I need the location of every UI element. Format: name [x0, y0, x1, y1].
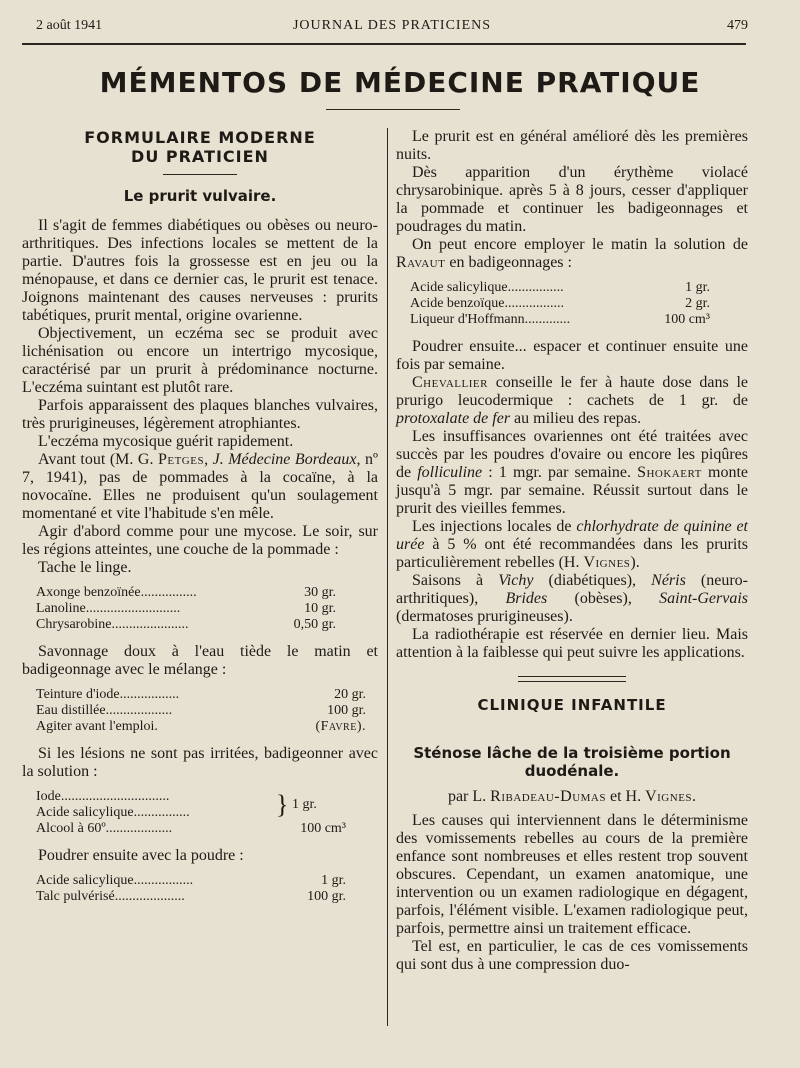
paragraph: L'eczéma mycosique guérit rapidement.	[38, 433, 294, 450]
article-subtitle: Sténose lâche de la troisième portion duodénale.	[413, 744, 731, 780]
leader-dots: ................	[133, 805, 190, 820]
text-run: Avant tout (M. G.	[38, 451, 158, 468]
byline	[396, 788, 748, 806]
formula-row	[36, 789, 346, 805]
formula-table-poudre	[36, 873, 346, 905]
formula-row	[36, 601, 336, 617]
italic-term: chlorhydrate de quinine et urée	[396, 518, 748, 553]
italic-term: Néris	[651, 572, 686, 589]
formula-row	[410, 296, 710, 312]
formula-row	[36, 617, 336, 633]
formula-row	[36, 873, 346, 889]
paragraph: Tel est, en particulier, le cas de ces vomissements qui sont dus à une compression duo-	[396, 938, 748, 973]
quantity: 100 cm³	[300, 821, 346, 836]
formula-row	[410, 312, 710, 328]
italic-term: protoxalate de fer	[396, 410, 511, 427]
text-run: à 5 % ont été recommandées dans les prurits particulièrement rebelles (H.	[396, 536, 748, 571]
formula-row	[36, 821, 346, 837]
right-column	[396, 128, 748, 974]
leader-dots: .................	[119, 687, 180, 702]
quantity: 20 gr.	[334, 687, 366, 702]
leader-dots: ...............................	[60, 789, 170, 804]
brace-quantity	[272, 789, 346, 821]
italic-term: Brides	[505, 590, 548, 607]
paragraph	[396, 374, 748, 428]
formula-table-ravaut	[410, 280, 710, 328]
formula-row	[36, 703, 366, 719]
paragraph: Parfois apparaissent des plaques blanches vulvaires, très prurigineuses, légèrement atrophiantes.	[22, 397, 378, 432]
formula-row	[36, 889, 346, 905]
paragraph	[22, 451, 378, 523]
section-heading-line1: FORMULAIRE MODERNE	[84, 128, 316, 147]
attribution: (Favre).	[315, 719, 366, 734]
header-rule	[22, 43, 746, 45]
ingredient: Axonge benzoïnée	[36, 585, 141, 600]
italic-term: Vichy	[498, 572, 534, 589]
paragraph: Le prurit est en général amélioré dès les premières nuits.	[396, 128, 748, 163]
leader-dots: ................	[140, 585, 197, 600]
quantity: 1 gr.	[321, 873, 346, 888]
paragraph: Il s'agit de femmes diabétiques ou obèses ou neuro-arthritiques. Des infections locales se mettent de la partie. D'autres fois la grossesse est en jeu ou la ménopause, et dans ce dernier cas, le prurit est tenace. Joignons maintenant des causes nerveuses : prurits tabétiques, prurit mental, origine ovarienne.	[22, 217, 378, 324]
quantity: 1 gr.	[685, 280, 710, 295]
text-run: (obèses),	[547, 590, 660, 607]
quantity: 100 gr.	[307, 889, 346, 904]
article-subtitle: Le prurit vulvaire.	[123, 187, 277, 205]
paragraph: Objectivement, un eczéma sec se produit avec lichénisation ou encore un intertrigo mycosique, caractérisé par un prurit à prédominance nocturne. L'eczéma suintant est plutôt rare.	[22, 325, 378, 396]
paragraph: Agir d'abord comme pour une mycose. Le soir, sur les régions atteintes, une couche de la pommade :	[22, 523, 378, 558]
leader-dots: ...................	[105, 703, 173, 718]
ingredient: Acide salicylique	[410, 280, 508, 295]
header-date: 2 août 1941	[36, 18, 103, 33]
ingredient: Acide salicylique	[36, 873, 134, 888]
formula-table-solution	[36, 789, 346, 837]
quantity: 100 gr.	[327, 703, 366, 718]
paragraph	[396, 428, 748, 518]
text-run: (neuro-arthritiques),	[396, 572, 748, 607]
header-journal: JOURNAL DES PRATICIENS	[292, 18, 492, 33]
column-divider	[387, 128, 388, 1026]
paragraph	[396, 236, 748, 272]
quantity: 2 gr.	[685, 296, 710, 311]
quantity: 10 gr.	[304, 601, 336, 616]
formula-row	[410, 280, 710, 296]
paragraph: Dès apparition d'un érythème violacé chrysarobinique. après 5 à 8 jours, cesser d'appliquer la pommade et continuer les badigeonnages et poudrages du matin.	[396, 164, 748, 235]
ingredient: Eau distillée	[36, 703, 106, 718]
section-heading-line2: DU PRATICIEN	[131, 147, 269, 166]
paragraph: Les causes qui interviennent dans le déterminisme des vomissements rebelles au cours de la première enfance sont nombreuses et elles restent trop souvent obscures. Cependant, un examen anatomique, une intervention ou un examen radiologique en dégagent, parfois, l'élément visible. L'examen radiologique peut, parfois, permettre ainsi un traitement efficace.	[396, 812, 748, 937]
quantity: 0,50 gr.	[293, 617, 336, 632]
text-run: et H.	[605, 788, 646, 805]
journal-citation: J. Médecine Bordeaux	[212, 451, 357, 468]
ingredient: Talc pulvérisé	[36, 889, 115, 904]
paragraph: Savonnage doux à l'eau tiède le matin et badigeonnage avec le mélange :	[22, 643, 378, 678]
brace-glyph: }	[276, 790, 289, 819]
text-run: en badigeonnages :	[445, 254, 572, 271]
formula-row	[36, 719, 366, 735]
leader-dots: ...........................	[85, 601, 181, 616]
text-run: (dermatoses prurigineuses).	[396, 608, 573, 625]
section-rule	[163, 174, 237, 175]
quantity: 30 gr.	[304, 585, 336, 600]
paragraph: La radiothérapie est réservée en dernier lieu. Mais attention à la faiblesse qui peut suivre les applications.	[396, 626, 748, 661]
header-page-number: 479	[727, 18, 748, 33]
author-name: Chevallier	[412, 374, 488, 391]
title-rule	[326, 109, 460, 110]
italic-term: folliculine	[417, 464, 483, 481]
paragraph	[396, 572, 748, 626]
text-run: ).	[630, 554, 640, 571]
author-name: Petges	[157, 451, 205, 468]
leader-dots: ....................	[114, 889, 185, 904]
quantity: 100 cm³	[664, 312, 710, 327]
ingredient: Acide benzoïque	[410, 296, 505, 311]
left-column	[22, 128, 378, 915]
section-heading: CLINIQUE INFANTILE	[477, 696, 667, 714]
text-run: : 1 mgr. par semaine.	[482, 464, 638, 481]
quantity: 1 gr.	[291, 797, 317, 813]
text-run: Les injections locales de	[412, 518, 577, 535]
text-run: au milieu des repas.	[510, 410, 642, 427]
text-run: ,	[204, 451, 213, 468]
leader-dots: ......................	[111, 617, 189, 632]
paragraph	[396, 518, 748, 572]
paragraph: Si les lésions ne sont pas irritées, badigeonner avec la solution :	[22, 745, 378, 780]
section-double-rule	[518, 676, 626, 682]
author-name: Ravaut	[396, 254, 446, 271]
text-run: .	[692, 788, 697, 805]
running-header	[36, 18, 748, 40]
text-run: par L.	[447, 788, 491, 805]
formula-table-pommade	[36, 585, 336, 633]
text-run: On peut encore employer le matin la solution de	[412, 236, 748, 253]
ingredient: Lanoline	[36, 601, 86, 616]
paragraph: Poudrer ensuite... espacer et continuer ensuite une fois par semaine.	[396, 338, 748, 373]
author-name: Vignes	[583, 554, 631, 571]
text-run: Les insuffisances ovariennes ont été traitées avec succès par les poudres d'ovaire ou encore les piqûres de	[396, 428, 748, 481]
paragraph: Poudrer ensuite avec la poudre :	[38, 847, 244, 864]
formula-table-melange	[36, 687, 366, 735]
author-name: Vignes	[645, 788, 693, 805]
text-run: , nº 7, 1941), pas de pommades à la cocaïne, à la novocaïne. Elles ne produisent qu'un soulagement momentané et vite l'habitude s'en mêle.	[22, 451, 379, 522]
page-title: MÉMENTOS DE MÉDECINE PRATIQUE	[99, 66, 701, 99]
text-run: (diabétiques),	[533, 572, 652, 589]
formula-row	[36, 687, 366, 703]
formula-row	[36, 585, 336, 601]
leader-dots: .................	[133, 873, 194, 888]
author-name: Ribadeau-Dumas	[490, 788, 606, 805]
paragraph: Tache le linge.	[38, 559, 132, 576]
leader-dots: ...................	[105, 821, 173, 836]
leader-dots: .................	[504, 296, 564, 311]
leader-dots: .............	[524, 312, 571, 327]
ingredient: Agiter avant l'emploi.	[36, 719, 158, 734]
ingredient: Acide salicylique	[36, 805, 134, 820]
ingredient: Iode	[36, 789, 61, 804]
ingredient: Liqueur d'Hoffmann	[410, 312, 525, 327]
italic-term: Saint-Gervais	[659, 590, 749, 607]
ingredient: Teinture d'iode	[36, 687, 120, 702]
text-run: Saisons à	[412, 572, 499, 589]
ingredient: Alcool à 60º	[36, 821, 106, 836]
ingredient: Chrysarobine	[36, 617, 112, 632]
author-name: Shokaert	[637, 464, 702, 481]
text-run: monte jusqu'à 5 mgr. par semaine. Réussit surtout dans le prurit des vieilles femmes.	[396, 464, 748, 517]
leader-dots: ................	[507, 280, 564, 295]
text-run: conseille le fer à haute dose dans le prurigo leucodermique : cachets de 1 gr. de	[396, 374, 748, 409]
